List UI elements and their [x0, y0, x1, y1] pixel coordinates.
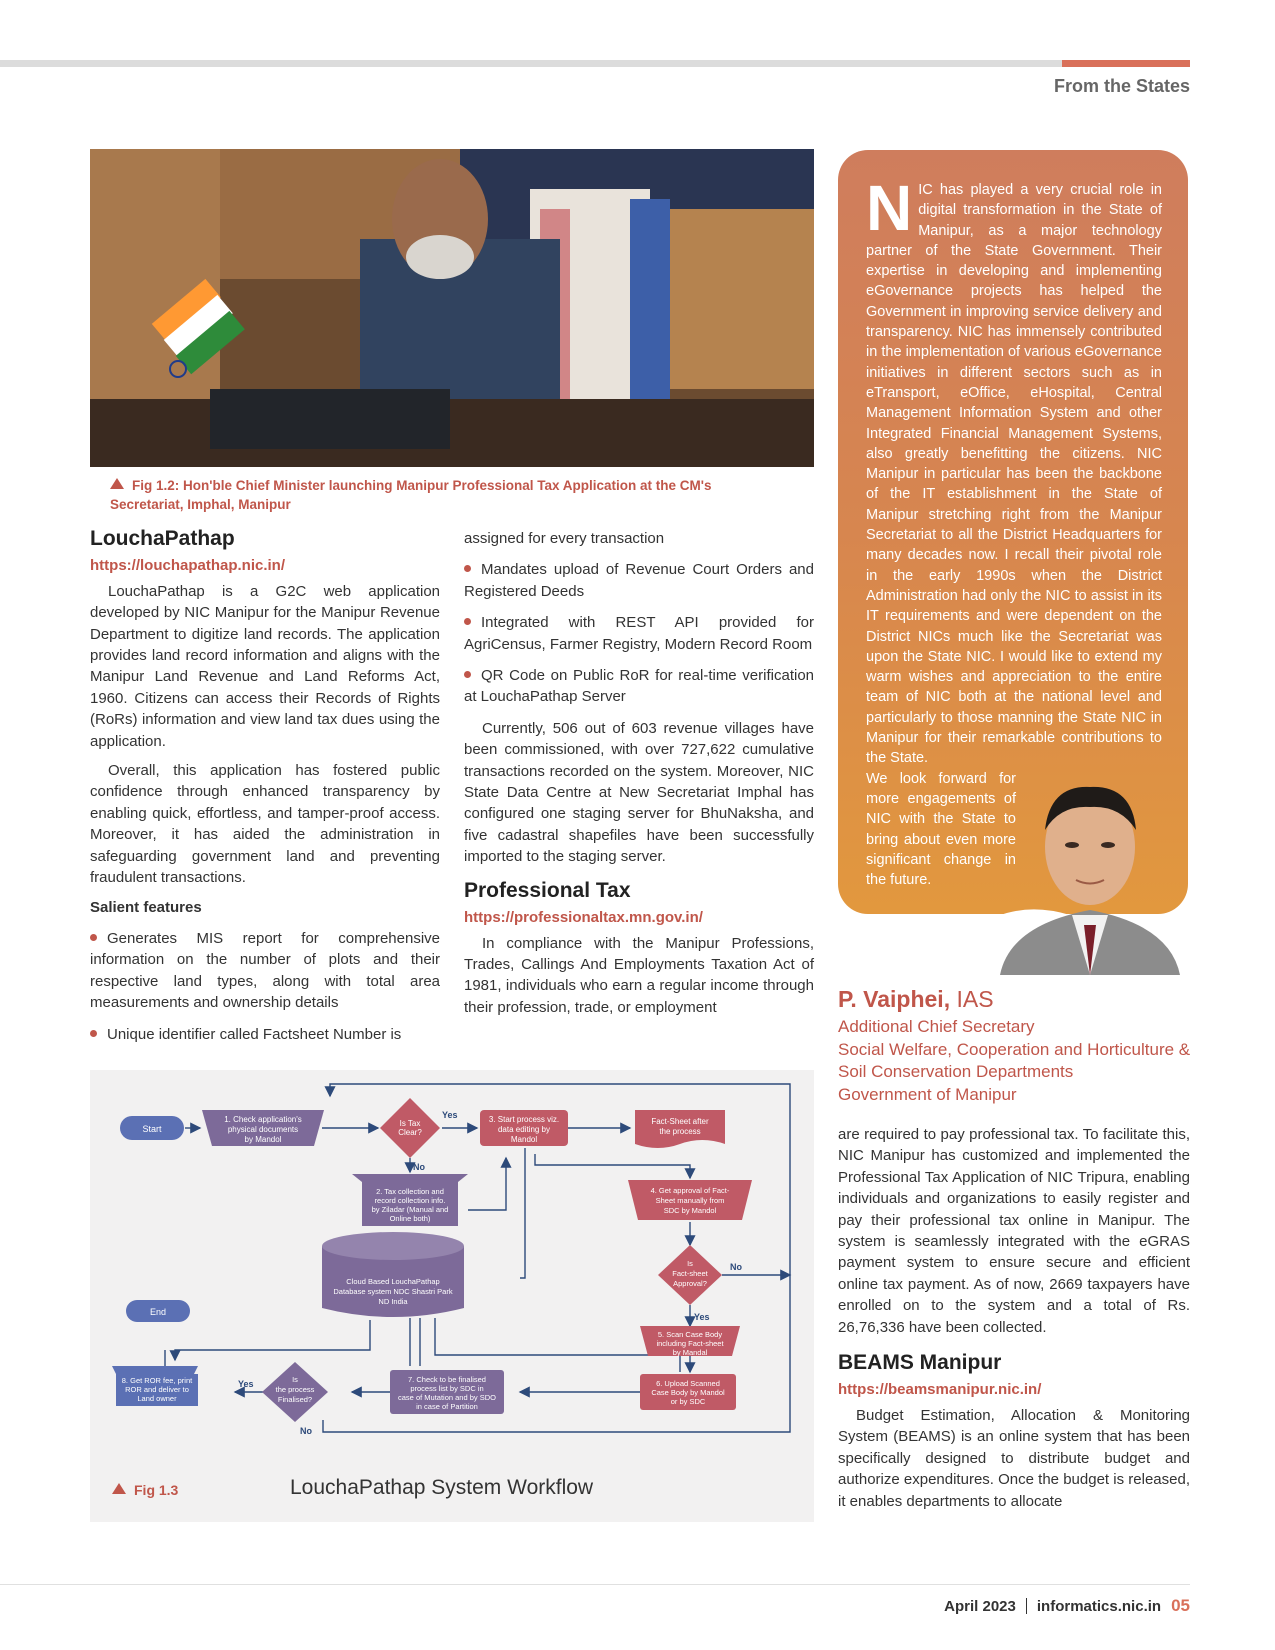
bullet-icon — [464, 618, 471, 625]
svg-text:record collection info.: record collection info. — [374, 1196, 446, 1205]
header-rule — [0, 60, 1190, 67]
beams-link[interactable]: https://beamsmanipur.nic.in/ — [838, 1381, 1042, 1399]
workflow-figure — [90, 1070, 814, 1522]
triangle-icon — [110, 478, 124, 489]
svg-text:Is: Is — [292, 1375, 298, 1384]
salient-heading: Salient features — [90, 898, 202, 916]
figure-label: Fig 1.3 — [112, 1482, 178, 1498]
footer-site[interactable]: informatics.nic.in — [1036, 1598, 1162, 1615]
svg-text:by Ziladar (Manual and: by Ziladar (Manual and — [371, 1205, 449, 1214]
svg-text:data editing by: data editing by — [497, 1125, 551, 1134]
quote-closing: We look forward for more engagements of NIC with the State to bring about even more significant change in the future. — [866, 770, 1016, 889]
svg-text:by Mandal: by Mandal — [672, 1348, 708, 1357]
proftax-title: Professional Tax — [464, 878, 631, 902]
bullet-icon — [464, 565, 471, 572]
svg-text:7. Check to be finalised: 7. Check to be finalised — [408, 1375, 486, 1384]
svg-text:1. Check application's: 1. Check application's — [224, 1115, 302, 1124]
svg-text:Sheet manually from: Sheet manually from — [655, 1196, 725, 1205]
section-label: From the States — [1053, 76, 1190, 96]
svg-text:ROR and deliver to: ROR and deliver to — [125, 1385, 189, 1394]
right-column — [838, 1124, 1190, 1520]
svg-text:6. Upload Scanned: 6. Upload Scanned — [656, 1379, 720, 1388]
svg-text:process list by SDC in: process list by SDC in — [410, 1384, 484, 1393]
svg-text:physical documents: physical documents — [227, 1125, 299, 1134]
svg-text:ND India: ND India — [378, 1297, 408, 1306]
loucha-link[interactable]: https://louchapathap.nic.in/ — [90, 557, 285, 575]
svg-text:Online both): Online both) — [389, 1214, 431, 1223]
quote-text: NIC has played a very crucial role in digital transformation in the State of Manipur, as a major technology partner of the State Government. Their expertise in developing and implementing eGovernance projects has helped the Government in improving service delivery and transparency. NIC has immensely contributed in the implementation of various eGovernance initiatives in different sectors such as in eTransport, eOffice, eHospital, Central Management Information System and other Integrated Financial Management Systems, also greatly benefitting the citizens. NIC Manipur in particular has been the backbone of the IT establishment in the State of Manipur stretching right from the Manipur Secretariat to all the District Headquarters for many decades now. I recall their pivotal role in the early 1990s when the District Administration had only the NIC to assist in its IT requirements and were dependent on the District NICs much like the Secretariat was upon the State NIC. I would like to extend my warm wishes and appreciation to the entire team of NIC both at the national level and particularly to those manning the State NIC in Manipur for their remarkable contributions to the State. We look forward for more engagements of NIC with the State to bring about even more significant change in the future. — [866, 180, 1162, 890]
loucha-para-2: Overall, this application has fostered public confidence through enhanced transparency by enabling quick, effortless, and tamper-proof access. Moreover, it has aided the administration in safeguarding government land and preventing fraudulent transactions. — [90, 762, 440, 887]
middle-column — [464, 528, 814, 1026]
svg-text:Clear?: Clear? — [398, 1128, 422, 1137]
page-number: 05 — [1171, 1596, 1190, 1615]
svg-text:No: No — [730, 1262, 742, 1272]
svg-text:in case of Partition: in case of Partition — [416, 1402, 478, 1411]
left-column — [90, 528, 440, 1055]
svg-text:the process: the process — [659, 1127, 701, 1136]
svg-text:8. Get ROR fee, print: 8. Get ROR fee, print — [121, 1376, 193, 1385]
loucha-para-3: Currently, 506 out of 603 revenue villages have been commissioned, with over 727,622 cumulative transactions recorded on the system. Moreover, NIC State Data Centre at New Secretariat Imphal has configured one staging server for BhuNaksha, and five cadastral shapefiles have been successfully imported to the staging server. — [464, 719, 814, 866]
bullet-icon — [90, 1030, 97, 1037]
footer-date: April 2023 — [944, 1598, 1016, 1615]
feature-continuation: assigned for every transaction — [464, 530, 665, 547]
svg-text:No: No — [413, 1162, 425, 1172]
list-item: QR Code on Public RoR for real-time verification at LouchaPathap Server — [464, 667, 814, 706]
svg-text:by Mandol: by Mandol — [244, 1135, 282, 1144]
svg-text:Start: Start — [142, 1124, 162, 1134]
dropcap: N — [866, 172, 913, 244]
svg-text:Yes: Yes — [442, 1110, 458, 1120]
svg-text:Approval?: Approval? — [673, 1279, 707, 1288]
loucha-para-1: LouchaPathap is a G2C web application developed by NIC Manipur for the Manipur Revenue Department to digitize land records. The application provides land record information and aligns with the Manipur Land Revenue and Land Reforms Act, 1960. Citizens can access their Records of Rights (RoRs) information and view land tax dues using the application. — [90, 582, 440, 750]
bullet-icon — [90, 934, 97, 941]
svg-text:Fact-sheet: Fact-sheet — [672, 1269, 708, 1278]
beams-para-1: Budget Estimation, Allocation & Monitoring System (BEAMS) is an online system that has been specifically designed to distribute budget and authorize expenditures. Once the budget is released, it enables departments to allocate — [838, 1406, 1190, 1510]
svg-text:End: End — [149, 1307, 167, 1317]
svg-text:Is: Is — [687, 1259, 693, 1268]
svg-text:No: No — [300, 1426, 312, 1436]
bullet-icon — [464, 671, 471, 678]
proftax-link[interactable]: https://professionaltax.mn.gov.in/ — [464, 909, 703, 927]
svg-text:4. Get approval of Fact-: 4. Get approval of Fact- — [650, 1186, 730, 1195]
figure-caption: Fig 1.2: Hon'ble Chief Minister launching Manipur Professional Tax Application at the CM's Secretariat, Imphal, Manipur — [110, 478, 712, 512]
list-item: Integrated with REST API provided for AgriCensus, Farmer Registry, Modern Record Room — [464, 614, 814, 653]
list-item: Generates MIS report for comprehensive information on the number of plots and their respective land types, along with total area measurements and ownership details — [90, 929, 440, 1012]
triangle-icon — [112, 1483, 126, 1494]
svg-text:5. Scan Case Body: 5. Scan Case Body — [657, 1330, 723, 1339]
database-node — [322, 1232, 464, 1317]
list-item: Mandates upload of Revenue Court Orders and Registered Deeds — [464, 561, 814, 600]
svg-text:SDC by Mandol: SDC by Mandol — [663, 1206, 717, 1215]
list-item: Unique identifier called Factsheet Number is — [90, 1024, 440, 1045]
svg-text:3. Start process viz.: 3. Start process viz. — [488, 1115, 560, 1124]
header-accent — [1062, 60, 1190, 67]
svg-text:Fact-Sheet after: Fact-Sheet after — [651, 1117, 709, 1126]
signature-name: P. Vaiphei, IAS — [838, 986, 994, 1012]
official-portrait — [980, 775, 1190, 975]
svg-text:Yes: Yes — [238, 1379, 254, 1389]
svg-text:Mandol: Mandol — [510, 1135, 538, 1144]
signature-title: Additional Chief Secretary Social Welfare, Cooperation and Horticulture & Soil Conservation Departments Government of Manipur — [838, 1017, 1191, 1104]
svg-text:including Fact-sheet: including Fact-sheet — [656, 1339, 724, 1348]
svg-text:the process: the process — [275, 1385, 315, 1394]
svg-text:Land owner: Land owner — [137, 1394, 177, 1403]
footer — [880, 1596, 1190, 1616]
svg-text:or by SDC: or by SDC — [670, 1397, 706, 1406]
svg-text:Finalised?: Finalised? — [277, 1395, 313, 1404]
footer-rule — [0, 1584, 1190, 1585]
footer-separator — [1026, 1598, 1027, 1614]
svg-text:Yes: Yes — [694, 1312, 710, 1322]
beams-title: BEAMS Manipur — [838, 1351, 1002, 1375]
svg-text:case of Mutation and by SDO: case of Mutation and by SDO — [398, 1393, 496, 1402]
svg-text:Case Body by Mandol: Case Body by Mandol — [651, 1388, 725, 1397]
workflow-title: LouchaPathap System Workflow — [290, 1476, 594, 1499]
svg-text:Database system NDC Shastri Pa: Database system NDC Shastri Park — [333, 1287, 453, 1296]
loucha-title: LouchaPathap — [90, 527, 235, 550]
svg-text:2. Tax collection and: 2. Tax collection and — [376, 1187, 444, 1196]
svg-text:Is Tax: Is Tax — [399, 1119, 421, 1128]
proftax-para-cont: are required to pay professional tax. To facilitate this, NIC Manipur has customized and implemented the Professional Tax Application of NIC Tripura, enabling individuals and organizations to easily register and pay their professional tax online in Manipur. The system is seamlessly integrated with the eGRAS payment system to ensure secure and efficient online tax payment. As of now, 2669 taxpayers have enrolled on to the system and a total of Rs. 26,76,336 have been collected. — [838, 1126, 1190, 1336]
svg-text:Cloud Based LouchaPathap: Cloud Based LouchaPathap — [346, 1277, 440, 1286]
proftax-para-1: In compliance with the Manipur Professions, Trades, Callings And Employments Taxation Act of 1981, individuals who earn a regular income through their profession, trade, or employment — [464, 934, 814, 1016]
chief-minister-photo — [90, 149, 814, 467]
